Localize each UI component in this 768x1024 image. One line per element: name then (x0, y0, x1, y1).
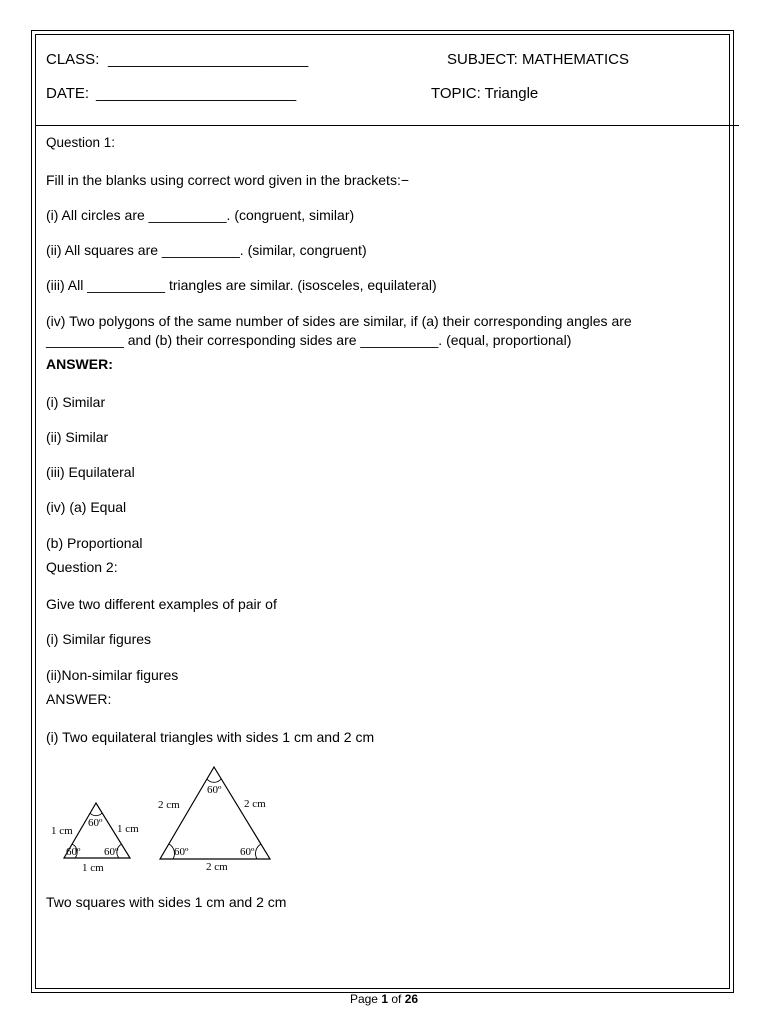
large-top-angle-arc (207, 779, 221, 782)
topic-label: TOPIC: Triangle (431, 85, 539, 102)
question-1-item: (iii) All __________ triangles are similar. (isosceles, equilateral) (46, 277, 437, 293)
large-top-angle: 60º (207, 784, 222, 796)
of-word: of (391, 992, 402, 1006)
small-left-angle: 60º (66, 846, 81, 858)
answer-1-item: (ii) Similar (46, 429, 109, 445)
question-2-item: (ii)Non-similar figures (46, 667, 179, 683)
answer-1-label: ANSWER: (46, 356, 113, 372)
current-page: 1 (381, 992, 388, 1006)
question-1-item: (ii) All squares are __________. (similar, congruent) (46, 242, 367, 258)
page-footer (0, 992, 768, 1006)
answer-2-line: (i) Two equilateral triangles with sides 1 cm and 2 cm (46, 729, 375, 745)
large-side-left: 2 cm (158, 799, 180, 811)
class-label: CLASS: (46, 51, 100, 68)
small-side-left: 1 cm (51, 825, 73, 837)
class-blank: ________________________ (108, 51, 309, 68)
total-pages: 26 (404, 992, 419, 1006)
answer-1-item: (iv) (a) Equal (46, 499, 127, 515)
answer-1-item: (iii) Equilateral (46, 464, 135, 480)
large-right-angle-arc (256, 844, 261, 859)
small-side-right: 1 cm (117, 823, 139, 835)
date-label: DATE: (46, 85, 90, 102)
question-1-instruction: Fill in the blanks using correct word given in the brackets:− (46, 172, 410, 188)
question-1-item: (i) All circles are __________. (congruent, similar) (46, 207, 355, 223)
large-side-right: 2 cm (244, 798, 266, 810)
question-2-item: (i) Similar figures (46, 631, 152, 647)
large-left-angle: 60º (174, 846, 189, 858)
answer-1-item: (b) Proportional (46, 535, 143, 551)
answer-2-label: ANSWER: (46, 691, 112, 707)
small-triangle-figure (48, 798, 140, 874)
question-2-title: Question 2: (46, 559, 118, 575)
question-2-instruction: Give two different examples of pair of (46, 596, 277, 612)
large-side-bottom: 2 cm (206, 861, 228, 873)
question-1-item: (iv) Two polygons of the same number of sides are similar, if (a) their corresponding angles are (46, 313, 632, 329)
squares-line: Two squares with sides 1 cm and 2 cm (46, 894, 287, 910)
small-right-angle: 60º (104, 846, 119, 858)
subject-label: SUBJECT: MATHEMATICS (447, 51, 629, 68)
page-word: Page (349, 992, 378, 1006)
large-right-angle: 60º (240, 846, 255, 858)
small-top-angle-arc (90, 813, 102, 816)
small-side-bottom: 1 cm (82, 862, 104, 874)
large-triangle-figure (152, 762, 276, 874)
question-1-title: Question 1: (46, 135, 116, 150)
small-top-angle: 60º (88, 817, 103, 829)
answer-1-item: (i) Similar (46, 394, 106, 410)
question-1-item: __________ and (b) their corresponding sides are __________. (equal, proportional) (46, 332, 572, 348)
header-divider (35, 125, 739, 126)
date-blank: ________________________ (96, 85, 297, 102)
